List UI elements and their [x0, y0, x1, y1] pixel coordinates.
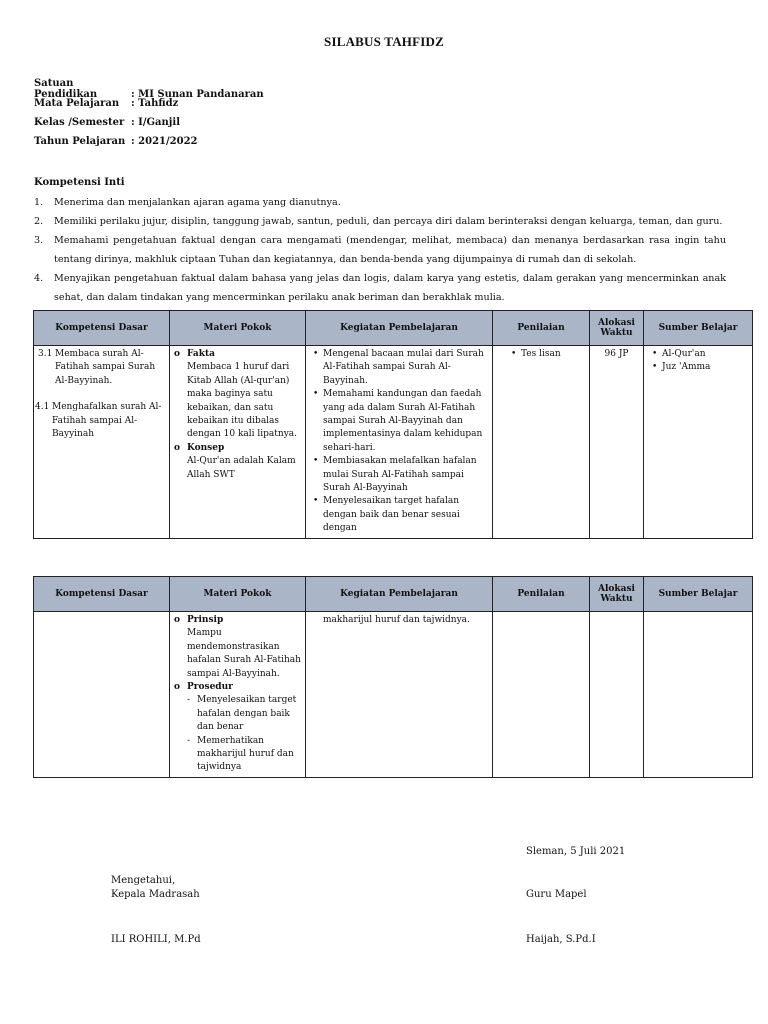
cell-kegiatan: makharijul huruf dan tajwidnya.	[306, 612, 493, 778]
mengetahui-label: Mengetahui,	[111, 875, 176, 886]
ki-item: 4. Menyajikan pengetahuan faktual dalam bahasa yang jelas dan logis, dalam karya yang estetis, dalam gerakan yang mencerminkan anak sehat, dan dalam tindakan yang mencerminkan perilaku anak beriman dan berakhlak mulia.	[34, 273, 726, 303]
table-row	[34, 346, 753, 539]
header-kegiatan: Kegiatan Pembelajaran	[306, 311, 493, 346]
cell-sumber	[644, 346, 753, 539]
penilaian-item: • Tes lisan	[521, 348, 585, 361]
table-row	[34, 612, 753, 778]
table-header-row	[34, 311, 753, 346]
cell-kompetensi-dasar	[34, 346, 170, 539]
header-penilaian: Penilaian	[493, 311, 590, 346]
cell-kegiatan	[306, 346, 493, 539]
cell-materi-pokok	[170, 346, 306, 539]
header-penilaian: Penilaian	[493, 577, 590, 612]
materi-prosedur-heading: o Prosedur	[187, 681, 301, 694]
info-row-tahun: Tahun Pelajaran : 2021/2022	[34, 136, 198, 147]
syllabus-table-1	[33, 310, 753, 539]
materi-prinsip-heading: o Prinsip	[187, 614, 301, 627]
kepala-madrasah-name: ILI ROHILI, M.Pd	[111, 934, 201, 945]
cell-sumber	[644, 612, 753, 778]
sumber-item: • Al-Qur'an	[662, 348, 748, 361]
kd-item: 3.1 Membaca surah Al-Fatihah sampai Surah Al-Bayyinah.	[38, 349, 156, 386]
info-row-satuan: Satuan Pendidikan : MI Sunan Pandanaran	[34, 78, 264, 100]
place-date: Sleman, 5 Juli 2021	[526, 846, 626, 857]
materi-fakta-heading: o Fakta	[187, 348, 301, 361]
kegiatan-item: • Membiasakan melafalkan hafalan mulai Surah Al-Fatihah sampai Surah Al-Bayyinah	[323, 455, 488, 495]
header-materi-pokok: Materi Pokok	[170, 577, 306, 612]
materi-prinsip-text: Mampu mendemonstrasikan hafalan Surah Al-Fatihah sampai Al-Bayyinah.	[187, 628, 301, 679]
info-row-mapel: Mata Pelajaran : Tahfidz	[34, 98, 179, 109]
cell-kompetensi-dasar	[34, 612, 170, 778]
materi-konsep-heading: o Konsep	[187, 442, 301, 455]
kegiatan-item: • Mengenal bacaan mulai dari Surah Al-Fatihah sampai Surah Al-Bayyinah.	[323, 348, 488, 388]
cell-materi-pokok	[170, 612, 306, 778]
cell-penilaian	[493, 346, 590, 539]
cell-alokasi	[590, 612, 644, 778]
kompetensi-inti-list	[34, 193, 726, 307]
guru-mapel-name: Haijah, S.Pd.I	[526, 934, 596, 945]
prosedur-step: - Menyelesaikan target hafalan dengan baik dan benar	[174, 694, 301, 734]
kompetensi-inti-heading: Kompetensi Inti	[34, 177, 125, 188]
header-kegiatan: Kegiatan Pembelajaran	[306, 577, 493, 612]
table-header-row	[34, 577, 753, 612]
document-title: SILABUS TAHFIDZ	[324, 34, 444, 49]
sumber-item: • Juz 'Amma	[662, 361, 748, 374]
syllabus-table-2	[33, 576, 753, 778]
ki-item: 2. Memiliki perilaku jujur, disiplin, tanggung jawab, santun, peduli, dan percaya diri dalam berinteraksi dengan keluarga, teman, dan guru.	[34, 216, 723, 227]
ki-item: 1. Menerima dan menjalankan ajaran agama yang dianutnya.	[34, 197, 341, 208]
header-kompetensi-dasar: Kompetensi Dasar	[34, 577, 170, 612]
header-sumber: Sumber Belajar	[644, 311, 753, 346]
cell-alokasi: 96 JP	[590, 346, 644, 539]
kegiatan-item: • Memahami kandungan dan faedah yang ada dalam Surah Al-Fatihah sampai Surah Al-Bayyinah dan implementasinya dalam kehidupan sehari-hari.	[323, 388, 488, 455]
header-alokasi: Alokasi Waktu	[590, 577, 644, 612]
materi-fakta-text: Membaca 1 huruf dari Kitab Allah (Al-qur'an) maka baginya satu kebaikan, dan satu kebaikan itu dibalas dengan 10 kali lipatnya.	[187, 362, 298, 440]
header-materi-pokok: Materi Pokok	[170, 311, 306, 346]
kepala-madrasah-title: Kepala Madrasah	[111, 889, 200, 900]
kd-item: 4.1 Menghafalkan surah Al-Fatihah sampai Al-Bayyinah	[35, 402, 162, 440]
header-alokasi: Alokasi Waktu	[590, 311, 644, 346]
prosedur-step: - Memerhatikan makharijul huruf dan tajwidnya	[174, 735, 301, 775]
header-kompetensi-dasar: Kompetensi Dasar	[34, 311, 170, 346]
kegiatan-item: • Menyelesaikan target hafalan dengan baik dan benar sesuai dengan	[323, 495, 488, 535]
guru-mapel-title: Guru Mapel	[526, 889, 587, 900]
header-sumber: Sumber Belajar	[644, 577, 753, 612]
info-row-kelas: Kelas /Semester : I/Ganjil	[34, 117, 181, 128]
ki-item: 3. Memahami pengetahuan faktual dengan cara mengamati (mendengar, melihat, membaca) dan menanya berdasarkan rasa ingin tahu tentang dirinya, makhluk ciptaan Tuhan dan kegiatannya, dan benda-benda yang dijumpainya di rumah dan di sekolah.	[34, 235, 726, 265]
cell-penilaian	[493, 612, 590, 778]
materi-konsep-text: Al-Qur'an adalah Kalam Allah SWT	[187, 456, 296, 480]
